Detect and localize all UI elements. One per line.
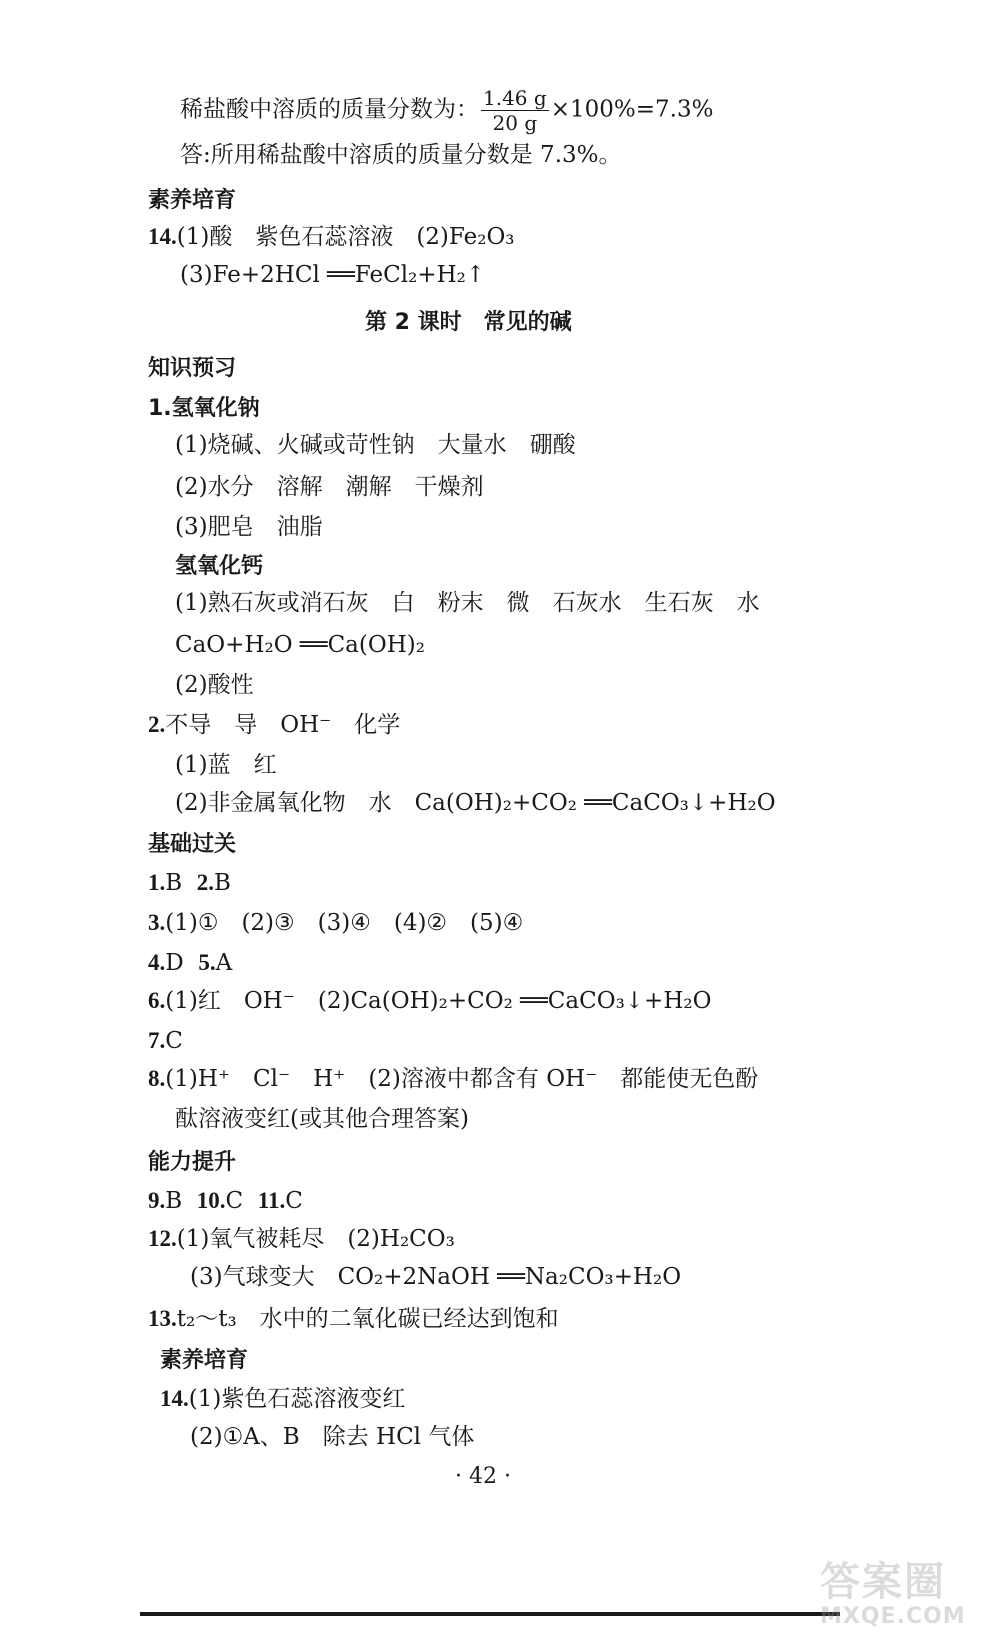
basic-line-8 [148, 1064, 758, 1094]
answer: C [225, 1188, 244, 1214]
q14-line-1 [148, 222, 515, 252]
q1-line-e: CaO+H₂O ══Ca(OH)₂ [175, 632, 425, 658]
q1-line-c: (3)肥皂 油脂 [175, 514, 323, 540]
question-number: 4. [148, 950, 166, 975]
answer: B [165, 1188, 183, 1214]
watermark-logo-text: 答案圈 [820, 1559, 946, 1605]
answer: B [165, 870, 183, 896]
q14-line-2: (3)Fe+2HCl ══FeCl₂+H₂↑ [180, 262, 486, 288]
mass-fraction-line [180, 88, 713, 133]
section-heading-literacy-2: 素养培育 [160, 1348, 249, 1373]
ability-line-12 [148, 1224, 455, 1254]
fraction-numerator: 1.46 g [483, 86, 547, 110]
basic-line-3 [148, 908, 523, 938]
answer: (1)红 OH⁻ (2)Ca(OH)₂+CO₂ ══CaCO₃↓+H₂O [165, 988, 712, 1014]
answer: t₂～t₃ 水中的二氧化碳已经达到饱和 [176, 1306, 559, 1332]
fraction-denominator: 20 g [492, 111, 538, 135]
q1-line-b: (2)水分 溶解 潮解 干燥剂 [175, 474, 484, 500]
q2-line-1 [148, 710, 400, 740]
ability-line-12b: (3)气球变大 CO₂+2NaOH ══Na₂CO₃+H₂O [190, 1264, 682, 1290]
question-number: 2. [196, 870, 215, 895]
section-heading-basic: 基础过关 [148, 832, 237, 857]
question-number: 5. [198, 950, 216, 975]
q1-subtitle: 氢氧化钙 [175, 554, 264, 579]
section-heading-ability: 能力提升 [148, 1150, 237, 1175]
question-number: 12. [148, 1226, 177, 1251]
section-heading-literacy: 素养培育 [148, 188, 237, 213]
question-number: 3. [148, 910, 166, 935]
bottom-rule [140, 1612, 840, 1616]
frac-prefix: 稀盐酸中溶质的质量分数为： [180, 96, 479, 123]
question-number: 14. [160, 1386, 189, 1411]
basic-line-8b: 酞溶液变红(或其他合理答案) [175, 1106, 469, 1132]
question-number: 9. [148, 1188, 166, 1213]
section-heading-preview: 知识预习 [148, 356, 237, 381]
ability-line-9 [148, 1186, 303, 1216]
q14-text-1: (1)酸 紫色石蕊溶液 (2)Fe₂O₃ [176, 224, 515, 250]
q14b-line-2: (2)①A、B 除去 HCl 气体 [190, 1424, 475, 1450]
page-number: · 42 · [455, 1464, 511, 1489]
basic-line-1 [148, 868, 231, 898]
question-number: 2. [148, 712, 166, 737]
answer: A [215, 950, 233, 976]
fraction [481, 88, 549, 133]
q1-line-title [148, 394, 260, 424]
basic-line-4 [148, 948, 232, 978]
q1-line-d: (1)熟石灰或消石灰 白 粉末 微 石灰水 生石灰 水 [175, 590, 760, 616]
answer: C [285, 1188, 303, 1214]
q14b-line-1 [160, 1384, 405, 1414]
question-number: 6. [148, 988, 166, 1013]
q2-line-2: (1)蓝 红 [175, 752, 277, 778]
watermark-url: MXQE.COM [820, 1604, 966, 1629]
answer: (1)① (2)③ (3)④ (4)② (5)④ [165, 910, 524, 936]
question-number: 7. [148, 1028, 166, 1053]
answer: (1)H⁺ Cl⁻ H⁺ (2)溶液中都含有 OH⁻ 都能使无色酚 [165, 1066, 759, 1092]
question-number: 13. [148, 1306, 177, 1331]
frac-suffix: ×100%=7.3% [550, 96, 714, 123]
question-number: 8. [148, 1066, 166, 1091]
q1-title: 氢氧化钠 [171, 396, 260, 421]
question-number: 1. [148, 870, 166, 895]
basic-line-6 [148, 986, 711, 1016]
watermark [820, 1560, 980, 1645]
q2-line-3: (2)非金属氧化物 水 Ca(OH)₂+CO₂ ══CaCO₃↓+H₂O [175, 790, 776, 816]
answer: (1)紫色石蕊溶液变红 [188, 1386, 406, 1412]
question-number: 14. [148, 224, 177, 249]
ability-line-13 [148, 1304, 559, 1334]
answer: D [165, 950, 184, 976]
answer-line: 答:所用稀盐酸中溶质的质量分数是 7.3%。 [180, 142, 622, 168]
q1-line-f: (2)酸性 [175, 672, 254, 698]
answer: C [165, 1028, 183, 1054]
answer: (1)氧气被耗尽 (2)H₂CO₃ [176, 1226, 455, 1252]
answer: B [214, 870, 231, 896]
question-number: 10. [196, 1188, 226, 1213]
q1-line-a: (1)烧碱、火碱或苛性钠 大量水 硼酸 [175, 432, 576, 458]
question-number: 11. [257, 1188, 286, 1213]
q2-text-1: 不导 导 OH⁻ 化学 [165, 712, 401, 738]
basic-line-7 [148, 1026, 183, 1056]
question-number: 1. [148, 396, 172, 421]
lesson-title: 第 2 课时 常见的碱 [365, 310, 572, 335]
